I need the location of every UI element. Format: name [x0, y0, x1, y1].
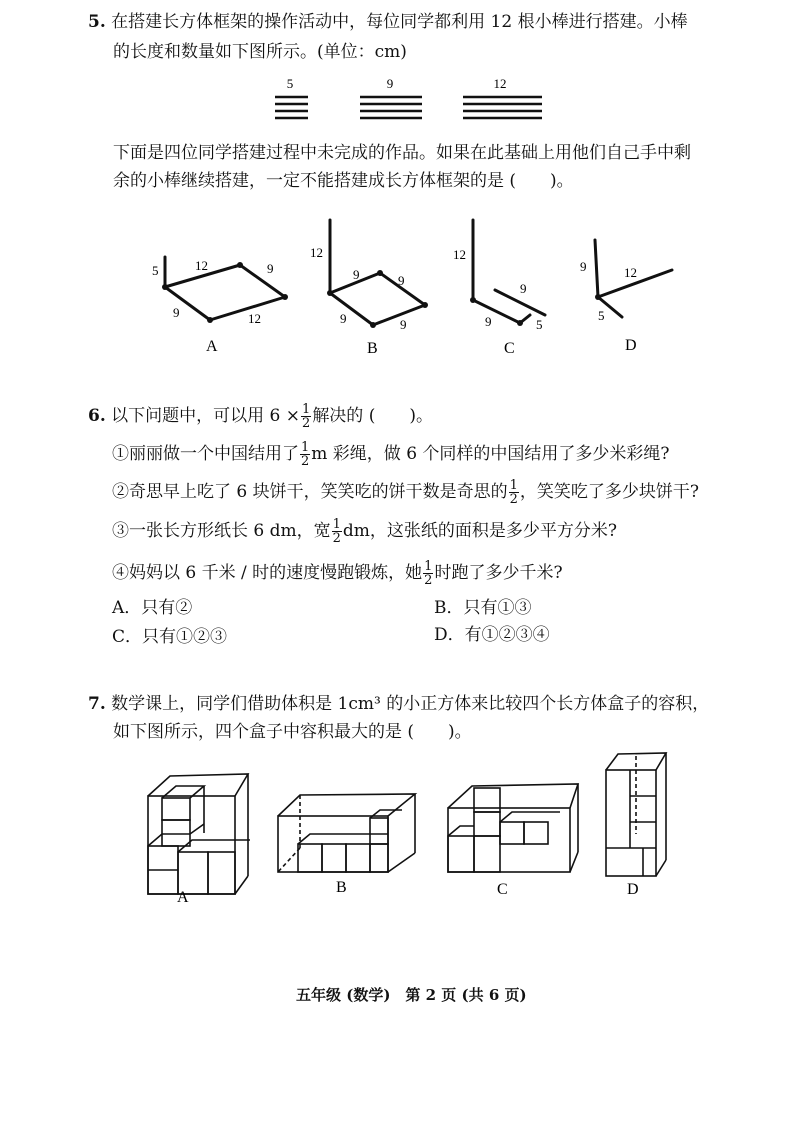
q6-stem-post: 解决的 ( )。 — [312, 406, 433, 426]
q6-fraction — [301, 403, 311, 430]
frac-num: 1 — [332, 517, 341, 532]
item1-pre: ①丽丽做一个中国结用了 — [112, 444, 299, 464]
frac-num: 1 — [302, 402, 311, 417]
q6-option-c[interactable]: C．只有①②③ — [112, 627, 228, 647]
q7-line2: 如下图所示，四个盒子中容积最大的是 ( )。 — [113, 722, 472, 742]
box-b-label: B — [336, 879, 347, 896]
item2-fraction — [509, 479, 519, 506]
stick-label-12: 12 — [493, 76, 507, 91]
fig-a-dim-5: 12 — [248, 311, 261, 326]
box-d — [606, 753, 666, 876]
frac-num: 1 — [509, 478, 518, 493]
item3-fraction — [332, 518, 342, 545]
fig-b-dim-2: 9 — [353, 267, 360, 282]
q5-line4: 余的小棒继续搭建，一定不能搭建成长方体框架的是 ( )。 — [113, 171, 574, 191]
q6-item-1 — [112, 441, 670, 468]
q5-line2: 的长度和数量如下图所示。(单位：cm) — [113, 42, 407, 62]
q6-stem-pre: 以下问题中，可以用 6 × — [111, 406, 301, 426]
q5-line3: 下面是四位同学搭建过程中未完成的作品。如果在此基础上用他们自己手中剩 — [113, 143, 691, 163]
q6-option-b[interactable]: B．只有①③ — [434, 598, 532, 618]
fig-b-dim-4: 9 — [340, 311, 347, 326]
stick-label-9: 9 — [386, 76, 394, 91]
q5-text-1: 在搭建长方体框架的操作活动中，每位同学都利用 12 根小棒进行搭建。小棒 — [111, 12, 688, 32]
item4-pre: ④妈妈以 6 千米 / 时的速度慢跑锻炼，她 — [112, 563, 423, 583]
box-d-label: D — [627, 881, 639, 898]
box-c-label: C — [497, 881, 508, 898]
item2-pre: ②奇思早上吃了 6 块饼干，笑笑吃的饼干数是奇思的 — [112, 482, 508, 502]
q6-stem — [88, 403, 433, 430]
q5-line1 — [88, 10, 688, 34]
q6-option-d[interactable]: D．有①②③④ — [434, 625, 550, 645]
q6-item-2 — [112, 479, 699, 506]
q6-number: 6. — [88, 406, 106, 426]
frac-den: 2 — [301, 454, 310, 469]
fig-b-dim-1: 12 — [310, 245, 323, 260]
box-a-label: A — [177, 889, 189, 906]
fig-d-dim-1: 9 — [580, 259, 587, 274]
item4-post: 时跑了多少千米? — [434, 563, 563, 583]
fig-b-dim-5: 9 — [400, 317, 407, 332]
q6-item-4 — [112, 560, 563, 587]
frac-den: 2 — [509, 492, 518, 507]
fig-a-label: A — [206, 338, 218, 355]
fig-d-label: D — [625, 337, 637, 354]
fig-a-dim-2: 12 — [195, 258, 208, 273]
box-c — [448, 784, 578, 872]
fig-c-label: C — [504, 340, 515, 357]
stick-bundles — [270, 70, 560, 130]
frac-num: 1 — [301, 440, 310, 455]
item1-post: m 彩绳，做 6 个同样的中国结用了多少米彩绳? — [311, 444, 670, 464]
frac-num: 1 — [424, 559, 433, 574]
q7-boxes — [140, 748, 700, 908]
q5-frameworks — [140, 205, 700, 360]
box-a — [148, 774, 250, 894]
fig-d-dim-3: 5 — [598, 308, 605, 323]
fig-c-dim-4: 5 — [536, 317, 543, 332]
box-b — [278, 794, 415, 872]
fig-b-label: B — [367, 340, 378, 357]
item2-post: ，笑笑吃了多少块饼干? — [519, 482, 700, 502]
stick-label-5: 5 — [286, 76, 294, 91]
item3-post: dm，这张纸的面积是多少平方分米? — [342, 521, 618, 541]
fig-c-dim-2: 9 — [520, 281, 527, 296]
item4-fraction — [423, 560, 433, 587]
fig-b-dim-3: 9 — [398, 273, 405, 288]
frac-den: 2 — [332, 531, 341, 546]
fig-d-dim-2: 12 — [624, 265, 637, 280]
fig-a-dim-3: 9 — [267, 261, 274, 276]
fig-a-dim-4: 9 — [173, 305, 180, 320]
q6-option-a[interactable]: A．只有② — [112, 598, 193, 618]
frac-den: 2 — [424, 573, 433, 588]
stick-bundle-5 — [275, 97, 308, 118]
stick-bundle-12 — [463, 97, 542, 118]
q6-item-3 — [112, 518, 617, 545]
fig-c-dim-1: 12 — [453, 247, 466, 262]
item1-fraction — [300, 441, 310, 468]
fig-a-dim-1: 5 — [152, 263, 159, 278]
stick-bundle-9 — [360, 97, 422, 118]
q5-number: 5. — [88, 12, 106, 32]
fig-c-dim-3: 9 — [485, 314, 492, 329]
q7-text-1: 数学课上，同学们借助体积是 1cm³ 的小正方体来比较四个长方体盒子的容积， — [111, 694, 710, 714]
page-footer: 五年级 (数学) 第 2 页 (共 6 页) — [296, 986, 527, 1004]
q7-line1 — [88, 692, 709, 716]
q7-number: 7. — [88, 694, 106, 714]
frac-den: 2 — [302, 416, 311, 431]
item3-pre: ③一张长方形纸长 6 dm，宽 — [112, 521, 331, 541]
